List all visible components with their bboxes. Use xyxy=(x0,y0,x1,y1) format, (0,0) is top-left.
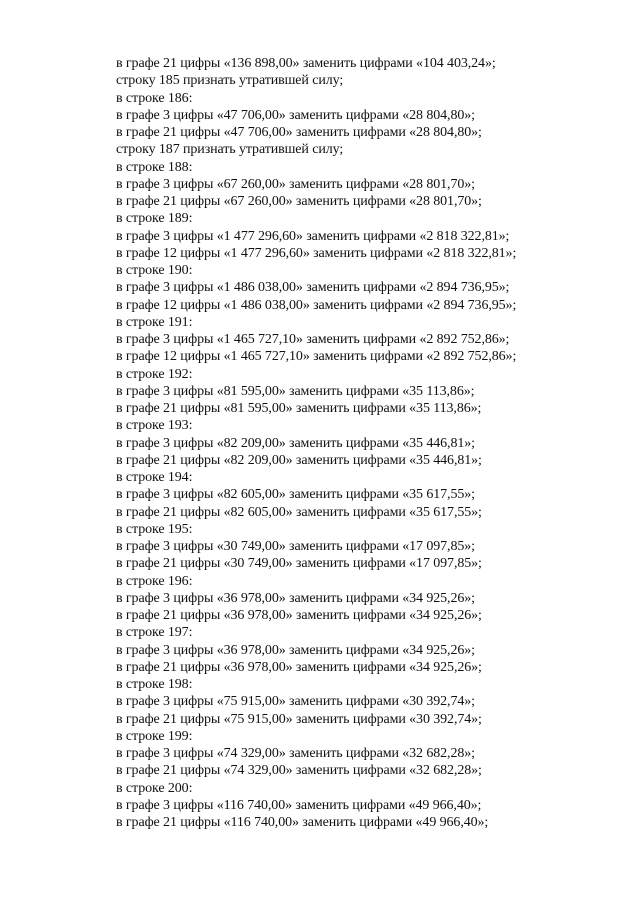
text-line: в графе 12 цифры «1 477 296,60» заменить цифрами «2 818 322,81»; xyxy=(116,245,517,261)
text-line: в графе 21 цифры «74 329,00» заменить цифрами «32 682,28»; xyxy=(116,763,482,779)
text-line: в графе 21 цифры «116 740,00» заменить цифрами «49 966,40»; xyxy=(116,815,489,830)
text-line: в графе 3 цифры «67 260,00» заменить цифрами «28 801,70»; xyxy=(116,176,475,192)
text-line: в графе 3 цифры «82 209,00» заменить цифрами «35 446,81»; xyxy=(116,435,475,451)
text-line: в строке 200: xyxy=(116,780,193,796)
text-line: в строке 190: xyxy=(116,263,193,278)
text-line: строку 187 признать утратившей силу; xyxy=(116,142,344,158)
text-line: в графе 21 цифры «81 595,00» заменить цифрами «35 113,86»; xyxy=(116,401,482,416)
text-line: в строке 198: xyxy=(116,677,193,692)
text-line: в графе 3 цифры «75 915,00» заменить цифрами «30 392,74»; xyxy=(116,694,475,710)
text-line: в графе 3 цифры «82 605,00» заменить цифрами «35 617,55»; xyxy=(116,487,475,503)
text-line: в графе 3 цифры «36 978,00» заменить цифрами «34 925,26»; xyxy=(116,590,475,606)
text-line: в графе 21 цифры «75 915,00» заменить цифрами «30 392,74»; xyxy=(116,711,482,727)
text-line: в графе 3 цифры «30 749,00» заменить цифрами «17 097,85»; xyxy=(116,539,475,554)
text-line: строку 185 признать утратившей силу; xyxy=(116,73,344,89)
document-page xyxy=(116,55,596,831)
text-line: в графе 21 цифры «82 605,00» заменить цифрами «35 617,55»; xyxy=(116,504,482,520)
text-line: в строке 186: xyxy=(116,90,193,106)
text-line: в строке 193: xyxy=(116,418,193,434)
text-line: в графе 21 цифры «36 978,00» заменить цифрами «34 925,26»; xyxy=(116,659,482,675)
text-line: в графе 3 цифры «1 486 038,00» заменить цифрами «2 894 736,95»; xyxy=(116,280,510,296)
text-line: в графе 12 цифры «1 486 038,00» заменить цифрами «2 894 736,95»; xyxy=(116,297,517,313)
text-line: в строке 197: xyxy=(116,625,193,641)
text-line: в графе 21 цифры «36 978,00» заменить цифрами «34 925,26»; xyxy=(116,608,482,623)
text-line: в строке 189: xyxy=(116,211,193,227)
text-line: в графе 21 цифры «82 209,00» заменить цифрами «35 446,81»; xyxy=(116,452,482,468)
text-line: в строке 192: xyxy=(116,366,193,382)
text-line: в строке 188: xyxy=(116,159,193,175)
text-line: в графе 3 цифры «1 465 727,10» заменить цифрами «2 892 752,86»; xyxy=(116,332,510,347)
text-line: в графе 21 цифры «30 749,00» заменить цифрами «17 097,85»; xyxy=(116,556,482,572)
text-line: в графе 21 цифры «47 706,00» заменить цифрами «28 804,80»; xyxy=(116,125,482,140)
text-line: в строке 191: xyxy=(116,314,193,330)
text-line: в графе 3 цифры «116 740,00» заменить цифрами «49 966,40»; xyxy=(116,797,482,813)
text-line: в графе 21 цифры «67 260,00» заменить цифрами «28 801,70»; xyxy=(116,194,482,209)
text-line: в графе 21 цифры «136 898,00» заменить цифрами «104 403,24»; xyxy=(116,56,496,71)
text-line: в строке 195: xyxy=(116,521,193,537)
text-line: в графе 3 цифры «47 706,00» заменить цифрами «28 804,80»; xyxy=(116,107,475,123)
text-line: в графе 12 цифры «1 465 727,10» заменить цифрами «2 892 752,86»; xyxy=(116,349,517,365)
text-line: в строке 194: xyxy=(116,470,193,485)
text-line: в строке 196: xyxy=(116,573,193,589)
text-line: в графе 3 цифры «36 978,00» заменить цифрами «34 925,26»; xyxy=(116,642,475,658)
text-line: в строке 199: xyxy=(116,728,193,744)
text-line: в графе 3 цифры «81 595,00» заменить цифрами «35 113,86»; xyxy=(116,383,475,399)
text-line: в графе 3 цифры «1 477 296,60» заменить цифрами «2 818 322,81»; xyxy=(116,228,510,244)
text-line: в графе 3 цифры «74 329,00» заменить цифрами «32 682,28»; xyxy=(116,746,475,761)
